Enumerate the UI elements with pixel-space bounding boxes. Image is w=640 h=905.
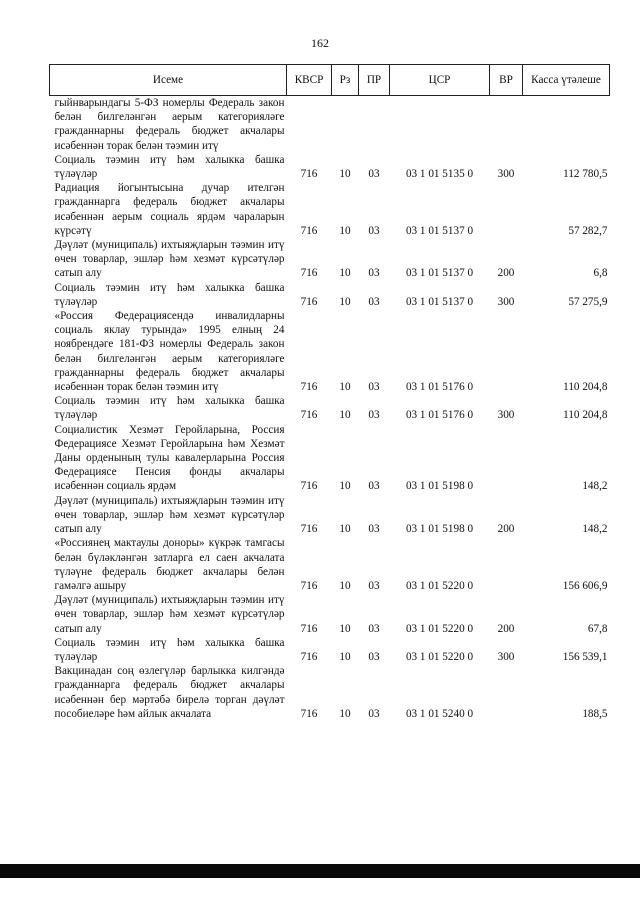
row-rz: 10: [339, 409, 351, 422]
table-row: [50, 181, 610, 238]
row-amount: 156 539,1: [562, 650, 608, 663]
row-rz: 10: [339, 381, 351, 394]
table-row: [50, 494, 610, 537]
row-csr: 03 1 01 5176 0: [405, 381, 474, 394]
row-amount: 110 204,8: [563, 409, 608, 422]
row-name: «Россиянең мактаулы доноры» күкрәк тамгасы белән бүләкләнгән затларга ел саен акчалата түләүне федераль бюджет акчалары белән гамәлгә ашыру: [54, 537, 285, 592]
row-kvsr: 716: [300, 168, 318, 181]
table-row: [50, 153, 610, 181]
row-csr: 03 1 01 5137 0: [405, 267, 474, 280]
row-csr: 03 1 01 5176 0: [405, 409, 474, 422]
row-pr: [359, 96, 390, 153]
row-rz: [332, 96, 359, 153]
row-vr: [490, 96, 523, 153]
row-csr: 03 1 01 5137 0: [405, 295, 474, 308]
row-kvsr: 716: [300, 295, 318, 308]
header-vr: ВР: [490, 65, 523, 96]
table-row: [50, 238, 610, 281]
table-row: [50, 536, 610, 593]
row-pr: 03: [368, 480, 380, 493]
row-kvsr: 716: [300, 579, 318, 592]
header-csr: ЦСР: [390, 65, 490, 96]
table-row: [50, 636, 610, 664]
row-pr: 03: [368, 295, 380, 308]
row-vr: [490, 664, 523, 721]
table-row: [50, 423, 610, 494]
row-vr: [490, 423, 523, 494]
row-vr: 300: [497, 168, 515, 181]
row-kvsr: 716: [300, 409, 318, 422]
row-name: Дәүләт (муниципаль) ихтыяҗларын тәэмин итү өчен товарлар, эшләр һәм хезмәт күрсәтүләр сатып алу: [54, 494, 285, 536]
row-csr: 03 1 01 5240 0: [405, 707, 474, 720]
table-row: [50, 96, 610, 153]
row-kvsr: [287, 96, 332, 153]
row-amount: 6,8: [593, 267, 608, 280]
row-amount: [523, 96, 610, 153]
row-amount: 112 780,5: [563, 168, 608, 181]
row-amount: 156 606,9: [562, 579, 608, 592]
row-rz: 10: [339, 523, 351, 536]
budget-table: [49, 64, 610, 721]
row-rz: 10: [339, 168, 351, 181]
row-name: гыйнварындагы 5-ФЗ номерлы Федераль закон белән билгеләнгән аерым категорияләге гражданнарны федераль бюджет акчалары исәбеннән торак белән тәэмин итү: [54, 97, 285, 152]
row-vr: 300: [497, 650, 515, 663]
row-vr: 300: [497, 409, 515, 422]
row-vr: [490, 181, 523, 238]
row-name: Вакцинадан соң өзлегүләр барлыкка килгәндә гражданнарга федераль бюджет акчалары исәбеннән бер мәртәбә бирелә торган дәүләт пособиеләре һәм айлык акчалата: [54, 665, 285, 720]
row-rz: 10: [339, 224, 351, 237]
row-rz: 10: [339, 579, 351, 592]
row-vr: 200: [497, 267, 515, 280]
header-rz: Рз: [332, 65, 359, 96]
row-name: «Россия Федерациясендә инвалидларны социаль яклау турында» 1995 елның 24 ноябрендәге 181-ФЗ номерлы Федераль закон белән билгеләнгән аерым категорияләге гражданнарны федераль бюджет акчалары исәбеннән торак белән тәэмин итү: [54, 310, 285, 394]
row-amount: 57 275,9: [568, 295, 608, 308]
row-csr: 03 1 01 5220 0: [405, 622, 474, 635]
row-pr: 03: [368, 267, 380, 280]
row-kvsr: 716: [300, 622, 318, 635]
row-amount: 148,2: [582, 480, 608, 493]
table-row: [50, 281, 610, 309]
table-row: [50, 394, 610, 422]
header-kvsr: КВСР: [287, 65, 332, 96]
row-rz: 10: [339, 295, 351, 308]
header-name: Исеме: [50, 65, 287, 96]
page-number: 162: [311, 36, 329, 50]
row-csr: 03 1 01 5135 0: [405, 168, 474, 181]
row-kvsr: 716: [300, 650, 318, 663]
row-kvsr: 716: [300, 381, 318, 394]
row-csr: 03 1 01 5220 0: [405, 579, 474, 592]
row-rz: 10: [339, 480, 351, 493]
row-amount: 67,8: [587, 622, 608, 635]
row-rz: 10: [339, 622, 351, 635]
row-amount: 188,5: [582, 707, 608, 720]
row-name: Социаль тәэмин итү һәм халыкка башка түләүләр: [54, 281, 285, 308]
header-pr: ПР: [359, 65, 390, 96]
row-pr: 03: [368, 650, 380, 663]
table-row: [50, 664, 610, 721]
row-name: Социаль тәэмин итү һәм халыкка башка түләүләр: [54, 395, 285, 422]
scan-edge-bar: [0, 864, 640, 878]
row-vr: [490, 536, 523, 593]
row-pr: 03: [368, 224, 380, 237]
row-name: Радиация йогынтысына дучар ителгән гражданнарга федераль бюджет акчалары исәбеннән аерым социаль ярдәм чараларын күрсәтү: [54, 182, 285, 237]
row-vr: 200: [497, 523, 515, 536]
row-pr: 03: [368, 409, 380, 422]
table-row: [50, 309, 610, 394]
row-rz: 10: [339, 707, 351, 720]
row-kvsr: 716: [300, 224, 318, 237]
row-name: Дәүләт (муниципаль) ихтыяҗларын тәэмин итү өчен товарлар, эшләр һәм хезмәт күрсәтүләр сатып алу: [54, 594, 285, 635]
header-amount: Касса үтәлеше: [523, 65, 610, 96]
row-vr: 200: [497, 622, 515, 635]
row-name: Дәүләт (муниципаль) ихтыяҗларын тәэмин итү өчен товарлар, эшләр һәм хезмәт күрсәтүләр сатып алу: [54, 239, 285, 280]
row-pr: 03: [368, 168, 380, 181]
row-amount: 110 204,8: [563, 381, 608, 394]
row-rz: 10: [339, 650, 351, 663]
table-row: [50, 593, 610, 636]
row-amount: 57 282,7: [568, 224, 608, 237]
row-csr: 03 1 01 5220 0: [405, 650, 474, 663]
row-pr: 03: [368, 707, 380, 720]
row-vr: 300: [497, 295, 515, 308]
row-name: Социаль тәэмин итү һәм халыкка башка түләүләр: [54, 636, 285, 663]
row-name: Социалистик Хезмәт Геройларына, Россия Федерациясе Хезмәт Геройларына һәм Хезмәт Даны орденының тулы кавалерларына Россия Федерациясе Пенсия фонды акчалары исәбеннән социаль ярдәм: [54, 423, 285, 493]
row-csr: 03 1 01 5137 0: [405, 224, 474, 237]
row-amount: 148,2: [582, 523, 608, 536]
row-kvsr: 716: [300, 480, 318, 493]
row-pr: 03: [368, 622, 380, 635]
row-pr: 03: [368, 381, 380, 394]
table-header-row: [50, 65, 610, 96]
row-name: Социаль тәэмин итү һәм халыкка башка түләүләр: [54, 153, 285, 181]
row-pr: 03: [368, 523, 380, 536]
row-csr: 03 1 01 5198 0: [405, 480, 474, 493]
row-csr: [390, 96, 490, 153]
row-kvsr: 716: [300, 707, 318, 720]
row-vr: [490, 309, 523, 394]
row-rz: 10: [339, 267, 351, 280]
row-csr: 03 1 01 5198 0: [405, 523, 474, 536]
row-kvsr: 716: [300, 523, 318, 536]
row-kvsr: 716: [300, 267, 318, 280]
row-pr: 03: [368, 579, 380, 592]
